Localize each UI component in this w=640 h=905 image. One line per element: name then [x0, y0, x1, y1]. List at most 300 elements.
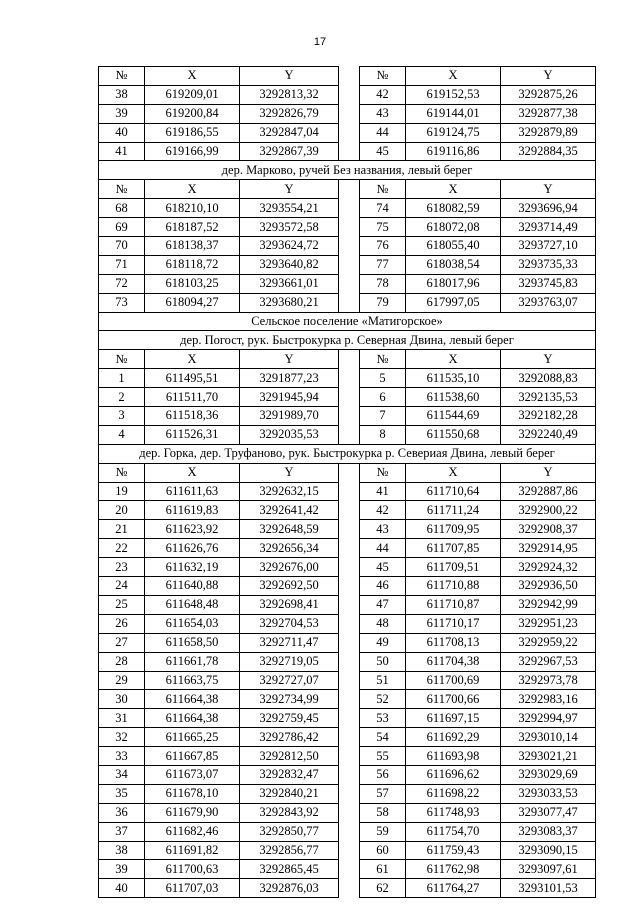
header-y: Y [240, 350, 339, 369]
x-coordinate: 618082,59 [406, 199, 501, 218]
point-number: 68 [99, 199, 145, 218]
header-x: X [145, 180, 240, 199]
y-coordinate: 3292924,32 [501, 558, 596, 577]
y-coordinate: 3292786,42 [240, 728, 339, 747]
point-number: 48 [360, 614, 406, 633]
table-row [99, 577, 596, 596]
table-row [99, 520, 596, 539]
y-coordinate: 3292959,22 [501, 633, 596, 652]
x-coordinate: 619186,55 [145, 123, 240, 142]
column-gap [339, 104, 360, 123]
y-coordinate: 3292994,97 [501, 709, 596, 728]
section-title-row [99, 444, 596, 463]
x-coordinate: 611710,88 [406, 577, 501, 596]
coordinates-table [98, 66, 596, 898]
column-gap [339, 860, 360, 879]
x-coordinate: 611632,19 [145, 558, 240, 577]
y-coordinate: 3292887,86 [501, 482, 596, 501]
x-coordinate: 611518,36 [145, 407, 240, 426]
x-coordinate: 611550,68 [406, 425, 501, 444]
y-coordinate: 3292942,99 [501, 595, 596, 614]
x-coordinate: 611704,38 [406, 652, 501, 671]
point-number: 39 [99, 860, 145, 879]
table-row [99, 765, 596, 784]
header-y: Y [240, 463, 339, 482]
x-coordinate: 618210,10 [145, 199, 240, 218]
column-gap [339, 841, 360, 860]
table-row [99, 482, 596, 501]
y-coordinate: 3292832,47 [240, 765, 339, 784]
y-coordinate: 3292711,47 [240, 633, 339, 652]
column-gap [339, 237, 360, 256]
point-number: 79 [360, 293, 406, 312]
y-coordinate: 3293727,10 [501, 237, 596, 256]
x-coordinate: 618118,72 [145, 255, 240, 274]
section-title: дер. Марково, ручей Без названия, левый берег [99, 161, 596, 180]
y-coordinate: 3292826,79 [240, 104, 339, 123]
table-row [99, 123, 596, 142]
y-coordinate: 3292648,59 [240, 520, 339, 539]
y-coordinate: 3292884,35 [501, 142, 596, 161]
x-coordinate: 611623,92 [145, 520, 240, 539]
x-coordinate: 619116,86 [406, 142, 501, 161]
point-number: 38 [99, 85, 145, 104]
x-coordinate: 611640,88 [145, 577, 240, 596]
point-number: 54 [360, 728, 406, 747]
section-title: Сельское поселение «Матигорское» [99, 312, 596, 331]
point-number: 56 [360, 765, 406, 784]
column-gap [339, 293, 360, 312]
y-coordinate: 3292908,37 [501, 520, 596, 539]
y-coordinate: 3292035,53 [240, 425, 339, 444]
header-y: Y [240, 67, 339, 86]
table-row [99, 709, 596, 728]
x-coordinate: 619152,53 [406, 85, 501, 104]
x-coordinate: 611665,25 [145, 728, 240, 747]
x-coordinate: 611691,82 [145, 841, 240, 860]
y-coordinate: 3292698,41 [240, 595, 339, 614]
table-row [99, 595, 596, 614]
y-coordinate: 3292719,05 [240, 652, 339, 671]
y-coordinate: 3292759,45 [240, 709, 339, 728]
point-number: 40 [99, 879, 145, 898]
y-coordinate: 3293696,94 [501, 199, 596, 218]
column-gap [339, 463, 360, 482]
point-number: 59 [360, 822, 406, 841]
point-number: 57 [360, 784, 406, 803]
section-title-row [99, 161, 596, 180]
x-coordinate: 611711,24 [406, 501, 501, 520]
point-number: 53 [360, 709, 406, 728]
table-row [99, 860, 596, 879]
point-number: 24 [99, 577, 145, 596]
point-number: 6 [360, 388, 406, 407]
header-row [99, 67, 596, 86]
point-number: 46 [360, 577, 406, 596]
x-coordinate: 611664,38 [145, 690, 240, 709]
x-coordinate: 611754,70 [406, 822, 501, 841]
y-coordinate: 3292973,78 [501, 671, 596, 690]
header-x: X [145, 463, 240, 482]
y-coordinate: 3292983,16 [501, 690, 596, 709]
point-number: 5 [360, 369, 406, 388]
point-number: 43 [360, 104, 406, 123]
x-coordinate: 611538,60 [406, 388, 501, 407]
point-number: 20 [99, 501, 145, 520]
point-number: 44 [360, 123, 406, 142]
y-coordinate: 3293640,82 [240, 255, 339, 274]
x-coordinate: 611709,95 [406, 520, 501, 539]
y-coordinate: 3292843,92 [240, 803, 339, 822]
point-number: 69 [99, 218, 145, 237]
column-gap [339, 614, 360, 633]
point-number: 47 [360, 595, 406, 614]
y-coordinate: 3292865,45 [240, 860, 339, 879]
table-row [99, 255, 596, 274]
page-number: 17 [313, 36, 327, 48]
point-number: 34 [99, 765, 145, 784]
column-gap [339, 199, 360, 218]
point-number: 61 [360, 860, 406, 879]
x-coordinate: 611748,93 [406, 803, 501, 822]
x-coordinate: 611692,29 [406, 728, 501, 747]
column-gap [339, 425, 360, 444]
column-gap [339, 350, 360, 369]
x-coordinate: 611654,03 [145, 614, 240, 633]
x-coordinate: 618138,37 [145, 237, 240, 256]
point-number: 4 [99, 425, 145, 444]
column-gap [339, 577, 360, 596]
x-coordinate: 611764,27 [406, 879, 501, 898]
point-number: 29 [99, 671, 145, 690]
point-number: 40 [99, 123, 145, 142]
y-coordinate: 3293083,37 [501, 822, 596, 841]
y-coordinate: 3293090,15 [501, 841, 596, 860]
table-row [99, 104, 596, 123]
x-coordinate: 618072,08 [406, 218, 501, 237]
column-gap [339, 123, 360, 142]
x-coordinate: 611535,10 [406, 369, 501, 388]
column-gap [339, 728, 360, 747]
point-number: 22 [99, 539, 145, 558]
x-coordinate: 617997,05 [406, 293, 501, 312]
column-gap [339, 520, 360, 539]
point-number: 51 [360, 671, 406, 690]
y-coordinate: 3292734,99 [240, 690, 339, 709]
header-x: X [406, 67, 501, 86]
column-gap [339, 558, 360, 577]
table-row [99, 558, 596, 577]
y-coordinate: 3293021,21 [501, 747, 596, 766]
section-subtitle: дер. Погост, рук. Быстрокурка р. Северная Двина, левый берег [99, 331, 596, 350]
x-coordinate: 611707,85 [406, 539, 501, 558]
point-number: 49 [360, 633, 406, 652]
y-coordinate: 3292951,23 [501, 614, 596, 633]
table-row [99, 879, 596, 898]
point-number: 33 [99, 747, 145, 766]
point-number: 62 [360, 879, 406, 898]
point-number: 42 [360, 501, 406, 520]
point-number: 43 [360, 520, 406, 539]
table-row [99, 841, 596, 860]
header-x: X [406, 350, 501, 369]
y-coordinate: 3292856,77 [240, 841, 339, 860]
y-coordinate: 3293680,21 [240, 293, 339, 312]
point-number: 77 [360, 255, 406, 274]
y-coordinate: 3292850,77 [240, 822, 339, 841]
table-row [99, 407, 596, 426]
y-coordinate: 3292632,15 [240, 482, 339, 501]
header-number: № [360, 350, 406, 369]
point-number: 27 [99, 633, 145, 652]
y-coordinate: 3292867,39 [240, 142, 339, 161]
column-gap [339, 822, 360, 841]
x-coordinate: 611700,63 [145, 860, 240, 879]
y-coordinate: 3291989,70 [240, 407, 339, 426]
point-number: 30 [99, 690, 145, 709]
y-coordinate: 3292812,50 [240, 747, 339, 766]
y-coordinate: 3291945,94 [240, 388, 339, 407]
y-coordinate: 3293097,61 [501, 860, 596, 879]
point-number: 32 [99, 728, 145, 747]
x-coordinate: 611673,07 [145, 765, 240, 784]
x-coordinate: 611759,43 [406, 841, 501, 860]
x-coordinate: 611663,75 [145, 671, 240, 690]
point-number: 45 [360, 558, 406, 577]
table-row [99, 425, 596, 444]
table-row [99, 784, 596, 803]
point-number: 38 [99, 841, 145, 860]
table-row [99, 633, 596, 652]
x-coordinate: 611710,64 [406, 482, 501, 501]
point-number: 75 [360, 218, 406, 237]
column-gap [339, 765, 360, 784]
x-coordinate: 611658,50 [145, 633, 240, 652]
y-coordinate: 3292936,50 [501, 577, 596, 596]
x-coordinate: 618038,54 [406, 255, 501, 274]
table-row [99, 199, 596, 218]
y-coordinate: 3292692,50 [240, 577, 339, 596]
point-number: 39 [99, 104, 145, 123]
point-number: 73 [99, 293, 145, 312]
point-number: 19 [99, 482, 145, 501]
table-row [99, 803, 596, 822]
x-coordinate: 611682,46 [145, 822, 240, 841]
point-number: 44 [360, 539, 406, 558]
table-row [99, 274, 596, 293]
header-number: № [99, 67, 145, 86]
y-coordinate: 3292900,22 [501, 501, 596, 520]
point-number: 58 [360, 803, 406, 822]
point-number: 31 [99, 709, 145, 728]
x-coordinate: 611700,69 [406, 671, 501, 690]
header-x: X [145, 67, 240, 86]
column-gap [339, 879, 360, 898]
table-row [99, 218, 596, 237]
x-coordinate: 618094,27 [145, 293, 240, 312]
y-coordinate: 3293572,58 [240, 218, 339, 237]
point-number: 45 [360, 142, 406, 161]
table-row [99, 747, 596, 766]
x-coordinate: 611626,76 [145, 539, 240, 558]
x-coordinate: 618055,40 [406, 237, 501, 256]
point-number: 21 [99, 520, 145, 539]
section-title-row [99, 312, 596, 331]
y-coordinate: 3292727,07 [240, 671, 339, 690]
table-row [99, 822, 596, 841]
x-coordinate: 611708,13 [406, 633, 501, 652]
column-gap [339, 180, 360, 199]
y-coordinate: 3292641,42 [240, 501, 339, 520]
point-number: 76 [360, 237, 406, 256]
column-gap [339, 407, 360, 426]
table-row [99, 614, 596, 633]
y-coordinate: 3293101,53 [501, 879, 596, 898]
y-coordinate: 3292135,53 [501, 388, 596, 407]
column-gap [339, 482, 360, 501]
header-row [99, 180, 596, 199]
point-number: 78 [360, 274, 406, 293]
point-number: 52 [360, 690, 406, 709]
point-number: 3 [99, 407, 145, 426]
point-number: 25 [99, 595, 145, 614]
header-number: № [99, 350, 145, 369]
header-row [99, 350, 596, 369]
y-coordinate: 3292656,34 [240, 539, 339, 558]
column-gap [339, 690, 360, 709]
x-coordinate: 611698,22 [406, 784, 501, 803]
header-y: Y [240, 180, 339, 199]
column-gap [339, 652, 360, 671]
column-gap [339, 709, 360, 728]
x-coordinate: 611511,70 [145, 388, 240, 407]
column-gap [339, 142, 360, 161]
column-gap [339, 803, 360, 822]
y-coordinate: 3292240,49 [501, 425, 596, 444]
column-gap [339, 747, 360, 766]
y-coordinate: 3292914,95 [501, 539, 596, 558]
x-coordinate: 619144,01 [406, 104, 501, 123]
y-coordinate: 3293077,47 [501, 803, 596, 822]
x-coordinate: 611544,69 [406, 407, 501, 426]
x-coordinate: 611693,98 [406, 747, 501, 766]
header-y: Y [501, 180, 596, 199]
x-coordinate: 611709,51 [406, 558, 501, 577]
point-number: 37 [99, 822, 145, 841]
x-coordinate: 611700,66 [406, 690, 501, 709]
point-number: 28 [99, 652, 145, 671]
x-coordinate: 619200,84 [145, 104, 240, 123]
y-coordinate: 3292879,89 [501, 123, 596, 142]
y-coordinate: 3293745,83 [501, 274, 596, 293]
column-gap [339, 539, 360, 558]
table-row [99, 85, 596, 104]
y-coordinate: 3292182,28 [501, 407, 596, 426]
x-coordinate: 611526,31 [145, 425, 240, 444]
header-number: № [99, 463, 145, 482]
table-row [99, 388, 596, 407]
x-coordinate: 618187,52 [145, 218, 240, 237]
y-coordinate: 3292876,03 [240, 879, 339, 898]
column-gap [339, 388, 360, 407]
header-x: X [406, 180, 501, 199]
point-number: 35 [99, 784, 145, 803]
point-number: 72 [99, 274, 145, 293]
column-gap [339, 255, 360, 274]
x-coordinate: 619209,01 [145, 85, 240, 104]
x-coordinate: 611710,87 [406, 595, 501, 614]
y-coordinate: 3293554,21 [240, 199, 339, 218]
column-gap [339, 633, 360, 652]
y-coordinate: 3292088,83 [501, 369, 596, 388]
column-gap [339, 501, 360, 520]
table-row [99, 369, 596, 388]
column-gap [339, 218, 360, 237]
y-coordinate: 3292967,53 [501, 652, 596, 671]
column-gap [339, 595, 360, 614]
x-coordinate: 611707,03 [145, 879, 240, 898]
header-row [99, 463, 596, 482]
table-row [99, 690, 596, 709]
header-number: № [99, 180, 145, 199]
y-coordinate: 3293714,49 [501, 218, 596, 237]
header-number: № [360, 180, 406, 199]
column-gap [339, 67, 360, 86]
point-number: 1 [99, 369, 145, 388]
y-coordinate: 3292704,53 [240, 614, 339, 633]
column-gap [339, 274, 360, 293]
header-y: Y [501, 67, 596, 86]
header-number: № [360, 463, 406, 482]
x-coordinate: 611710,17 [406, 614, 501, 633]
point-number: 7 [360, 407, 406, 426]
column-gap [339, 671, 360, 690]
x-coordinate: 611611,63 [145, 482, 240, 501]
header-y: Y [501, 350, 596, 369]
header-x: X [406, 463, 501, 482]
table-row [99, 652, 596, 671]
table-row [99, 293, 596, 312]
point-number: 26 [99, 614, 145, 633]
header-number: № [360, 67, 406, 86]
x-coordinate: 611679,90 [145, 803, 240, 822]
point-number: 60 [360, 841, 406, 860]
table-row [99, 142, 596, 161]
x-coordinate: 611661,78 [145, 652, 240, 671]
x-coordinate: 611664,38 [145, 709, 240, 728]
y-coordinate: 3292877,38 [501, 104, 596, 123]
y-coordinate: 3293735,33 [501, 255, 596, 274]
column-gap [339, 85, 360, 104]
y-coordinate: 3292840,21 [240, 784, 339, 803]
point-number: 42 [360, 85, 406, 104]
y-coordinate: 3293661,01 [240, 274, 339, 293]
x-coordinate: 611667,85 [145, 747, 240, 766]
x-coordinate: 611696,62 [406, 765, 501, 784]
table-row [99, 728, 596, 747]
point-number: 55 [360, 747, 406, 766]
point-number: 70 [99, 237, 145, 256]
x-coordinate: 611762,98 [406, 860, 501, 879]
x-coordinate: 618017,96 [406, 274, 501, 293]
table-row [99, 539, 596, 558]
x-coordinate: 619124,75 [406, 123, 501, 142]
x-coordinate: 611619,83 [145, 501, 240, 520]
x-coordinate: 611648,48 [145, 595, 240, 614]
column-gap [339, 369, 360, 388]
x-coordinate: 618103,25 [145, 274, 240, 293]
table-row [99, 237, 596, 256]
